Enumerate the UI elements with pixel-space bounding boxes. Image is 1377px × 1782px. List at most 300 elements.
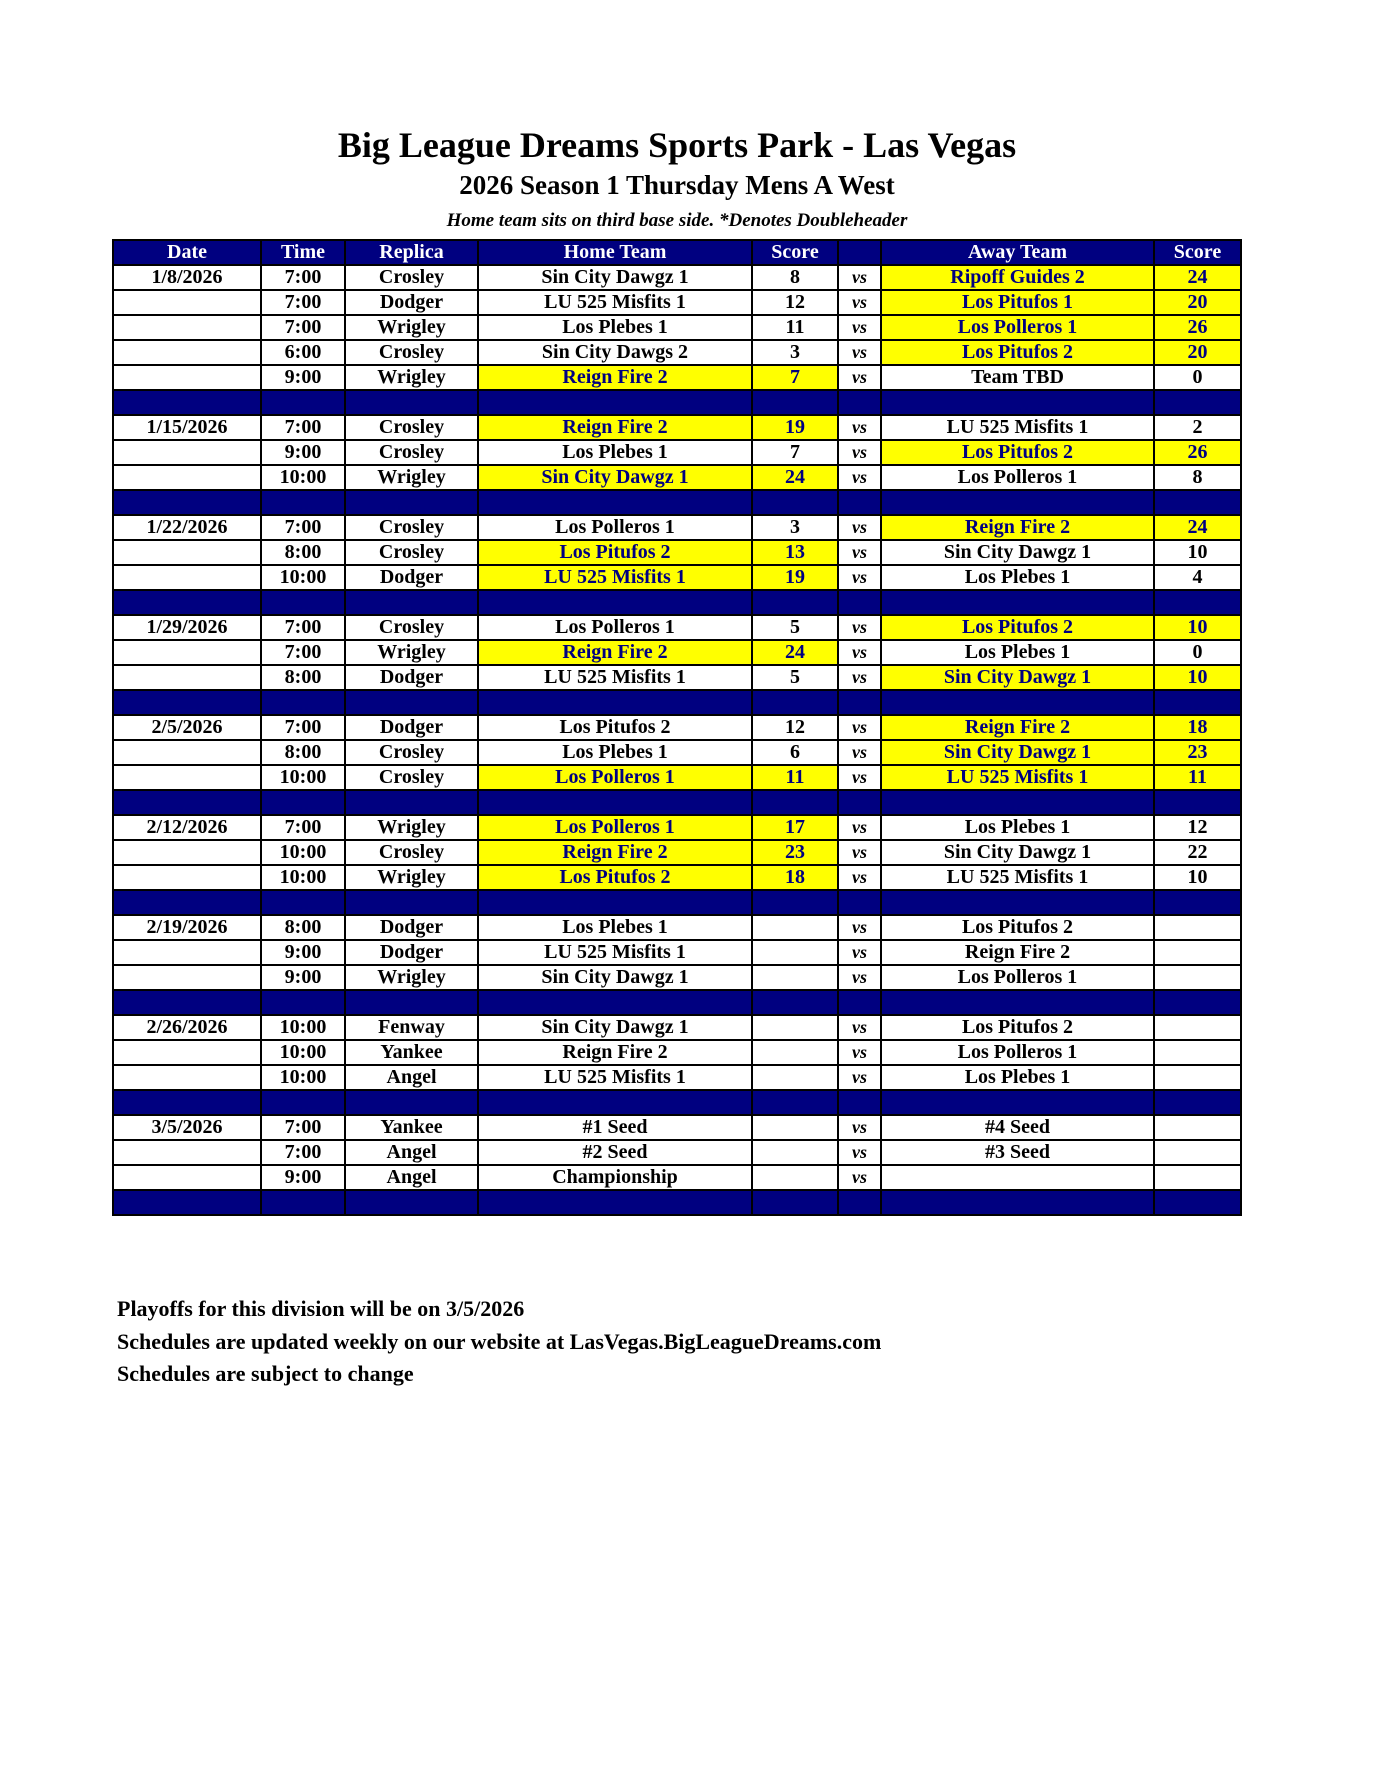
- cell-home-team: LU 525 Misfits 1: [478, 290, 752, 315]
- cell-away-team: Los Pitufos 2: [881, 615, 1154, 640]
- cell-away-score: [1154, 1165, 1241, 1190]
- separator-cell: [345, 790, 478, 815]
- cell-home-team: LU 525 Misfits 1: [478, 565, 752, 590]
- separator-cell: [478, 690, 752, 715]
- separator-cell: [752, 590, 838, 615]
- cell-replica: Angel: [345, 1140, 478, 1165]
- cell-date: [113, 1165, 261, 1190]
- cell-home-team: #2 Seed: [478, 1140, 752, 1165]
- cell-date: [113, 840, 261, 865]
- cell-away-score: 0: [1154, 640, 1241, 665]
- cell-away-score: 11: [1154, 765, 1241, 790]
- cell-away-team: Reign Fire 2: [881, 715, 1154, 740]
- game-row: [113, 565, 1241, 590]
- cell-home-score: 6: [752, 740, 838, 765]
- cell-away-score: 10: [1154, 615, 1241, 640]
- separator-cell: [881, 1190, 1154, 1215]
- cell-away-score: [1154, 1040, 1241, 1065]
- cell-vs: vs: [838, 565, 881, 590]
- week-separator: [113, 1090, 1241, 1115]
- cell-home-team: Sin City Dawgs 2: [478, 340, 752, 365]
- cell-vs: vs: [838, 365, 881, 390]
- separator-cell: [838, 390, 881, 415]
- cell-home-team: Los Pitufos 2: [478, 865, 752, 890]
- separator-cell: [261, 1090, 345, 1115]
- separator-cell: [752, 390, 838, 415]
- cell-replica: Wrigley: [345, 465, 478, 490]
- cell-away-team: Los Polleros 1: [881, 965, 1154, 990]
- cell-away-team: Los Pitufos 2: [881, 440, 1154, 465]
- cell-away-team: Los Pitufos 1: [881, 290, 1154, 315]
- separator-cell: [261, 1190, 345, 1215]
- game-row: [113, 840, 1241, 865]
- cell-home-score: [752, 965, 838, 990]
- cell-replica: Crosley: [345, 765, 478, 790]
- separator-cell: [752, 490, 838, 515]
- cell-home-team: Los Polleros 1: [478, 765, 752, 790]
- cell-date: [113, 1065, 261, 1090]
- game-row: [113, 290, 1241, 315]
- separator-cell: [478, 490, 752, 515]
- cell-home-team: LU 525 Misfits 1: [478, 665, 752, 690]
- week-separator: [113, 490, 1241, 515]
- cell-away-score: 24: [1154, 265, 1241, 290]
- cell-date: [113, 740, 261, 765]
- game-row: [113, 915, 1241, 940]
- separator-cell: [881, 690, 1154, 715]
- separator-cell: [478, 990, 752, 1015]
- cell-time: 9:00: [261, 440, 345, 465]
- cell-away-team: Los Plebes 1: [881, 1065, 1154, 1090]
- cell-replica: Dodger: [345, 290, 478, 315]
- cell-away-score: 26: [1154, 315, 1241, 340]
- page-subtitle: 2026 Season 1 Thursday Mens A West: [459, 170, 895, 200]
- cell-replica: Crosley: [345, 740, 478, 765]
- cell-date: 2/26/2026: [113, 1015, 261, 1040]
- game-row: [113, 1165, 1241, 1190]
- cell-away-score: [1154, 940, 1241, 965]
- cell-vs: vs: [838, 715, 881, 740]
- footer-subject-to-change: Schedules are subject to change: [117, 1361, 414, 1386]
- game-row: [113, 415, 1241, 440]
- header-vs: [838, 240, 881, 265]
- game-row: [113, 1040, 1241, 1065]
- game-row: [113, 1115, 1241, 1140]
- cell-date: [113, 765, 261, 790]
- cell-home-team: #1 Seed: [478, 1115, 752, 1140]
- cell-away-score: 23: [1154, 740, 1241, 765]
- game-row: [113, 340, 1241, 365]
- cell-away-score: 26: [1154, 440, 1241, 465]
- game-row: [113, 315, 1241, 340]
- cell-home-score: [752, 1140, 838, 1165]
- separator-cell: [113, 990, 261, 1015]
- cell-time: 7:00: [261, 615, 345, 640]
- game-row: [113, 515, 1241, 540]
- cell-away-score: [1154, 1140, 1241, 1165]
- cell-replica: Crosley: [345, 615, 478, 640]
- cell-away-score: [1154, 965, 1241, 990]
- separator-cell: [113, 790, 261, 815]
- cell-replica: Dodger: [345, 665, 478, 690]
- cell-away-score: 12: [1154, 815, 1241, 840]
- header-home-score: Score: [752, 240, 838, 265]
- separator-cell: [1154, 1090, 1241, 1115]
- cell-vs: vs: [838, 1165, 881, 1190]
- separator-cell: [478, 1190, 752, 1215]
- separator-cell: [1154, 790, 1241, 815]
- separator-cell: [838, 1090, 881, 1115]
- separator-cell: [1154, 690, 1241, 715]
- cell-away-team: Team TBD: [881, 365, 1154, 390]
- game-row: [113, 465, 1241, 490]
- cell-away-score: [1154, 1065, 1241, 1090]
- separator-cell: [261, 490, 345, 515]
- cell-home-score: 11: [752, 315, 838, 340]
- cell-date: [113, 640, 261, 665]
- cell-home-team: Los Plebes 1: [478, 315, 752, 340]
- cell-date: 1/22/2026: [113, 515, 261, 540]
- cell-date: 2/5/2026: [113, 715, 261, 740]
- cell-date: [113, 940, 261, 965]
- cell-away-team: LU 525 Misfits 1: [881, 415, 1154, 440]
- cell-home-team: Los Polleros 1: [478, 515, 752, 540]
- separator-cell: [881, 990, 1154, 1015]
- separator-cell: [113, 1190, 261, 1215]
- week-separator: [113, 890, 1241, 915]
- cell-home-score: 12: [752, 290, 838, 315]
- game-row: [113, 740, 1241, 765]
- cell-vs: vs: [838, 965, 881, 990]
- cell-date: [113, 465, 261, 490]
- cell-time: 7:00: [261, 640, 345, 665]
- cell-time: 10:00: [261, 1065, 345, 1090]
- separator-cell: [261, 390, 345, 415]
- cell-date: [113, 865, 261, 890]
- cell-time: 7:00: [261, 815, 345, 840]
- cell-away-team: Ripoff Guides 2: [881, 265, 1154, 290]
- cell-away-team: Sin City Dawgz 1: [881, 740, 1154, 765]
- cell-vs: vs: [838, 465, 881, 490]
- game-row: [113, 640, 1241, 665]
- cell-home-team: LU 525 Misfits 1: [478, 940, 752, 965]
- cell-replica: Crosley: [345, 840, 478, 865]
- cell-home-team: Los Plebes 1: [478, 915, 752, 940]
- game-row: [113, 1140, 1241, 1165]
- week-separator: [113, 390, 1241, 415]
- separator-cell: [838, 690, 881, 715]
- cell-replica: Crosley: [345, 415, 478, 440]
- cell-time: 7:00: [261, 715, 345, 740]
- header-away-score: Score: [1154, 240, 1241, 265]
- cell-vs: vs: [838, 315, 881, 340]
- cell-away-team: #4 Seed: [881, 1115, 1154, 1140]
- separator-cell: [261, 890, 345, 915]
- cell-replica: Wrigley: [345, 640, 478, 665]
- cell-time: 10:00: [261, 465, 345, 490]
- cell-vs: vs: [838, 1015, 881, 1040]
- cell-date: [113, 665, 261, 690]
- separator-cell: [261, 590, 345, 615]
- cell-vs: vs: [838, 1140, 881, 1165]
- cell-home-team: Los Pitufos 2: [478, 715, 752, 740]
- separator-cell: [838, 490, 881, 515]
- cell-date: 1/8/2026: [113, 265, 261, 290]
- cell-vs: vs: [838, 665, 881, 690]
- cell-home-team: Championship: [478, 1165, 752, 1190]
- game-row: [113, 965, 1241, 990]
- cell-home-score: [752, 1165, 838, 1190]
- separator-cell: [113, 890, 261, 915]
- cell-vs: vs: [838, 765, 881, 790]
- cell-away-team: Los Polleros 1: [881, 315, 1154, 340]
- game-row: [113, 440, 1241, 465]
- cell-time: 9:00: [261, 365, 345, 390]
- cell-home-score: 19: [752, 565, 838, 590]
- cell-time: 8:00: [261, 740, 345, 765]
- separator-cell: [1154, 390, 1241, 415]
- separator-cell: [478, 890, 752, 915]
- header-replica: Replica: [345, 240, 478, 265]
- game-row: [113, 865, 1241, 890]
- cell-time: 10:00: [261, 565, 345, 590]
- game-row: [113, 365, 1241, 390]
- cell-home-score: 13: [752, 540, 838, 565]
- separator-cell: [478, 1090, 752, 1115]
- cell-replica: Wrigley: [345, 965, 478, 990]
- cell-away-score: 10: [1154, 540, 1241, 565]
- cell-home-score: 19: [752, 415, 838, 440]
- cell-vs: vs: [838, 840, 881, 865]
- separator-cell: [113, 1090, 261, 1115]
- game-row: [113, 715, 1241, 740]
- cell-home-team: Sin City Dawgz 1: [478, 265, 752, 290]
- cell-date: 1/15/2026: [113, 415, 261, 440]
- separator-cell: [1154, 990, 1241, 1015]
- cell-time: 10:00: [261, 840, 345, 865]
- cell-away-score: 2: [1154, 415, 1241, 440]
- cell-date: [113, 540, 261, 565]
- separator-cell: [752, 690, 838, 715]
- cell-away-score: [1154, 1015, 1241, 1040]
- cell-vs: vs: [838, 1065, 881, 1090]
- separator-cell: [345, 890, 478, 915]
- separator-cell: [113, 390, 261, 415]
- cell-home-score: 3: [752, 340, 838, 365]
- separator-cell: [113, 690, 261, 715]
- separator-cell: [113, 490, 261, 515]
- separator-cell: [1154, 590, 1241, 615]
- separator-cell: [345, 490, 478, 515]
- separator-cell: [881, 490, 1154, 515]
- cell-time: 7:00: [261, 1115, 345, 1140]
- separator-cell: [838, 590, 881, 615]
- cell-date: [113, 290, 261, 315]
- separator-cell: [752, 890, 838, 915]
- cell-home-score: 5: [752, 665, 838, 690]
- cell-time: 8:00: [261, 915, 345, 940]
- cell-away-score: 4: [1154, 565, 1241, 590]
- separator-cell: [752, 1090, 838, 1115]
- cell-replica: Crosley: [345, 540, 478, 565]
- cell-home-score: 12: [752, 715, 838, 740]
- cell-away-team: LU 525 Misfits 1: [881, 765, 1154, 790]
- cell-vs: vs: [838, 340, 881, 365]
- cell-replica: Wrigley: [345, 315, 478, 340]
- footer-website: Schedules are updated weekly on our website at LasVegas.BigLeagueDreams.com: [117, 1329, 882, 1354]
- cell-vs: vs: [838, 415, 881, 440]
- week-separator: [113, 790, 1241, 815]
- cell-vs: vs: [838, 865, 881, 890]
- cell-replica: Crosley: [345, 340, 478, 365]
- separator-cell: [881, 590, 1154, 615]
- separator-cell: [752, 1190, 838, 1215]
- cell-away-team: Los Pitufos 2: [881, 1015, 1154, 1040]
- cell-home-team: LU 525 Misfits 1: [478, 1065, 752, 1090]
- cell-date: [113, 1140, 261, 1165]
- cell-home-team: Sin City Dawgz 1: [478, 1015, 752, 1040]
- cell-away-team: [881, 1165, 1154, 1190]
- cell-home-score: 8: [752, 265, 838, 290]
- cell-away-score: [1154, 1115, 1241, 1140]
- cell-home-team: Reign Fire 2: [478, 840, 752, 865]
- cell-away-team: Los Plebes 1: [881, 815, 1154, 840]
- separator-cell: [1154, 490, 1241, 515]
- cell-home-team: Los Plebes 1: [478, 440, 752, 465]
- game-row: [113, 615, 1241, 640]
- cell-home-team: Reign Fire 2: [478, 640, 752, 665]
- cell-vs: vs: [838, 940, 881, 965]
- cell-replica: Fenway: [345, 1015, 478, 1040]
- cell-home-score: 11: [752, 765, 838, 790]
- separator-cell: [261, 790, 345, 815]
- cell-home-score: 3: [752, 515, 838, 540]
- cell-time: 10:00: [261, 765, 345, 790]
- separator-cell: [881, 1090, 1154, 1115]
- cell-home-team: Los Pitufos 2: [478, 540, 752, 565]
- header-time: Time: [261, 240, 345, 265]
- cell-vs: vs: [838, 515, 881, 540]
- week-separator: [113, 590, 1241, 615]
- schedule-table: [112, 239, 1242, 1216]
- schedule-note: Home team sits on third base side. *Denotes Doubleheader: [446, 210, 908, 231]
- cell-time: 7:00: [261, 290, 345, 315]
- separator-cell: [478, 590, 752, 615]
- cell-away-team: Sin City Dawgz 1: [881, 540, 1154, 565]
- cell-date: [113, 965, 261, 990]
- cell-date: 3/5/2026: [113, 1115, 261, 1140]
- cell-vs: vs: [838, 1040, 881, 1065]
- cell-home-score: [752, 940, 838, 965]
- cell-time: 7:00: [261, 515, 345, 540]
- cell-replica: Angel: [345, 1165, 478, 1190]
- header-date: Date: [113, 240, 261, 265]
- cell-vs: vs: [838, 815, 881, 840]
- game-row: [113, 540, 1241, 565]
- game-row: [113, 1015, 1241, 1040]
- separator-cell: [345, 1090, 478, 1115]
- cell-time: 9:00: [261, 965, 345, 990]
- cell-replica: Wrigley: [345, 865, 478, 890]
- cell-away-score: 20: [1154, 340, 1241, 365]
- game-row: [113, 765, 1241, 790]
- cell-vs: vs: [838, 915, 881, 940]
- cell-date: [113, 1040, 261, 1065]
- cell-away-team: Los Plebes 1: [881, 565, 1154, 590]
- separator-cell: [345, 390, 478, 415]
- cell-home-score: [752, 1065, 838, 1090]
- cell-date: [113, 315, 261, 340]
- cell-time: 9:00: [261, 940, 345, 965]
- cell-away-score: 10: [1154, 665, 1241, 690]
- cell-away-team: #3 Seed: [881, 1140, 1154, 1165]
- cell-home-score: [752, 1115, 838, 1140]
- cell-vs: vs: [838, 615, 881, 640]
- cell-time: 7:00: [261, 265, 345, 290]
- cell-home-team: Sin City Dawgz 1: [478, 465, 752, 490]
- cell-home-team: Sin City Dawgz 1: [478, 965, 752, 990]
- cell-home-score: 18: [752, 865, 838, 890]
- cell-replica: Wrigley: [345, 815, 478, 840]
- cell-away-team: Sin City Dawgz 1: [881, 665, 1154, 690]
- cell-away-score: 0: [1154, 365, 1241, 390]
- cell-date: [113, 440, 261, 465]
- header-away-team: Away Team: [881, 240, 1154, 265]
- cell-home-score: 23: [752, 840, 838, 865]
- separator-cell: [345, 1190, 478, 1215]
- cell-vs: vs: [838, 540, 881, 565]
- game-row: [113, 940, 1241, 965]
- cell-time: 6:00: [261, 340, 345, 365]
- cell-date: 1/29/2026: [113, 615, 261, 640]
- game-row: [113, 1065, 1241, 1090]
- cell-home-score: [752, 1015, 838, 1040]
- cell-away-score: [1154, 915, 1241, 940]
- cell-away-score: 10: [1154, 865, 1241, 890]
- cell-time: 10:00: [261, 1040, 345, 1065]
- cell-vs: vs: [838, 1115, 881, 1140]
- cell-home-score: 7: [752, 440, 838, 465]
- cell-home-score: 5: [752, 615, 838, 640]
- cell-replica: Yankee: [345, 1040, 478, 1065]
- cell-home-score: 24: [752, 640, 838, 665]
- cell-date: [113, 365, 261, 390]
- cell-away-team: Reign Fire 2: [881, 940, 1154, 965]
- cell-home-team: Reign Fire 2: [478, 1040, 752, 1065]
- cell-home-score: 17: [752, 815, 838, 840]
- cell-time: 10:00: [261, 1015, 345, 1040]
- cell-time: 8:00: [261, 540, 345, 565]
- week-separator: [113, 1190, 1241, 1215]
- cell-replica: Yankee: [345, 1115, 478, 1140]
- cell-time: 7:00: [261, 415, 345, 440]
- separator-cell: [1154, 1190, 1241, 1215]
- separator-cell: [345, 690, 478, 715]
- cell-home-team: Los Polleros 1: [478, 815, 752, 840]
- cell-vs: vs: [838, 290, 881, 315]
- separator-cell: [478, 390, 752, 415]
- cell-vs: vs: [838, 740, 881, 765]
- cell-away-score: 18: [1154, 715, 1241, 740]
- header-row: [113, 240, 1241, 265]
- separator-cell: [881, 790, 1154, 815]
- cell-replica: Angel: [345, 1065, 478, 1090]
- cell-replica: Dodger: [345, 940, 478, 965]
- separator-cell: [345, 590, 478, 615]
- cell-away-team: Sin City Dawgz 1: [881, 840, 1154, 865]
- cell-away-team: Los Polleros 1: [881, 465, 1154, 490]
- cell-away-team: Reign Fire 2: [881, 515, 1154, 540]
